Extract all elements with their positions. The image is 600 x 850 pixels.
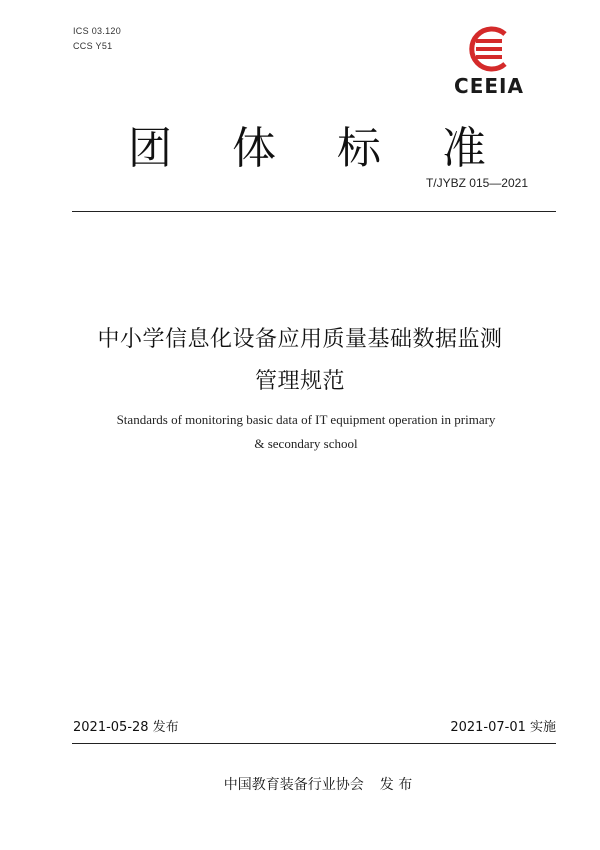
publisher xyxy=(0,774,600,794)
english-title-line-2: & secondary school xyxy=(254,436,358,451)
footer-divider xyxy=(72,743,556,744)
implementation-date: 2021-07-01 实施 xyxy=(450,720,556,735)
title-char-2: 体 xyxy=(232,123,276,174)
publisher-action: 发 布 xyxy=(379,777,413,793)
header-divider xyxy=(72,211,556,212)
chinese-title-line-2: 管理规范 xyxy=(254,369,345,394)
title-char-1: 团 xyxy=(128,123,172,174)
title-char-4: 准 xyxy=(442,123,486,174)
ccs-code: CCS Y51 xyxy=(73,41,113,51)
document-type-title xyxy=(0,112,600,172)
english-title-line-1: Standards of monitoring basic data of IT equipment operation in primary xyxy=(116,412,496,427)
ceeia-logo xyxy=(444,26,534,96)
ceeia-logo-icon xyxy=(462,26,512,72)
chinese-title-line-1: 中小学信息化设备应用质量基础数据监测 xyxy=(97,327,503,352)
title-char-3: 标 xyxy=(337,123,381,174)
standard-number: T/JYBZ 015—2021 xyxy=(425,176,528,190)
issue-date: 2021-05-28 发布 xyxy=(73,720,179,735)
logo-text: CEEIA xyxy=(454,74,524,98)
ics-code: ICS 03.120 xyxy=(73,26,122,36)
publisher-name: 中国教育装备行业协会 xyxy=(223,777,364,793)
